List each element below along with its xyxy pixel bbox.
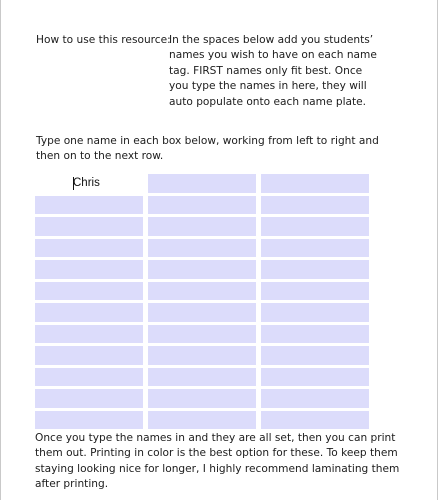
- name-field-r8-c3[interactable]: [261, 325, 369, 344]
- name-field-r10-c2[interactable]: [148, 368, 256, 387]
- how-to-line: names you wish to have on each name: [169, 49, 377, 62]
- name-field-r5-c2[interactable]: [148, 260, 256, 279]
- after-line: after printing.: [35, 478, 109, 491]
- name-field-r3-c2[interactable]: [148, 217, 256, 236]
- name-field-r12-c1[interactable]: [35, 411, 143, 430]
- name-field-r12-c2[interactable]: [148, 411, 256, 430]
- name-field-r5-c1[interactable]: [35, 260, 143, 279]
- name-field-r7-c2[interactable]: [148, 303, 256, 322]
- instructions-line: Type one name in each box below, working from left to right and: [36, 135, 379, 147]
- name-field-r11-c3[interactable]: [261, 389, 369, 408]
- text-cursor: [73, 177, 74, 190]
- instructions-line: then on to the next row.: [36, 150, 164, 163]
- name-field-r8-c1[interactable]: [35, 325, 143, 344]
- name-field-r9-c1[interactable]: [35, 346, 143, 365]
- name-field-r7-c1[interactable]: [35, 303, 143, 322]
- name-field-r5-c3[interactable]: [261, 260, 369, 279]
- name-field-r2-c3[interactable]: [261, 196, 369, 215]
- name-field-r8-c2[interactable]: [148, 325, 256, 344]
- name-field-r9-c2[interactable]: [148, 346, 256, 365]
- name-field-r3-c3[interactable]: [261, 217, 369, 236]
- name-field-r6-c1[interactable]: [35, 282, 143, 301]
- name-field-r12-c3[interactable]: [261, 411, 369, 430]
- name-field-r6-c3[interactable]: [261, 282, 369, 301]
- how-to-label: How to use this resource:: [36, 34, 171, 46]
- name-field-r3-c1[interactable]: [35, 217, 143, 236]
- after-paragraph: [35, 431, 435, 493]
- how-to-line: you type the names in here, they will: [169, 80, 367, 93]
- name-field-r9-c3[interactable]: [261, 346, 369, 365]
- name-field-r1-c1[interactable]: [35, 174, 143, 193]
- how-to-paragraph: [169, 33, 431, 110]
- name-field-r4-c2[interactable]: [148, 239, 256, 258]
- instructions-paragraph: [36, 134, 432, 165]
- name-field-r10-c1[interactable]: [35, 368, 143, 387]
- name-field-r6-c2[interactable]: [148, 282, 256, 301]
- name-field-r11-c2[interactable]: [148, 389, 256, 408]
- how-to-line: In the spaces below add you students’: [169, 34, 374, 46]
- how-to-line: auto populate onto each name plate.: [169, 95, 367, 108]
- name-field-r2-c2[interactable]: [148, 196, 256, 215]
- name-field-r2-c1[interactable]: [35, 196, 143, 215]
- after-line: Once you type the names in and they are all set, then you can print: [35, 432, 396, 444]
- how-to-line: tag. FIRST names only fit best. Once: [169, 64, 363, 77]
- name-field-r1-c2[interactable]: [148, 174, 256, 193]
- page-edge-left: [0, 0, 1, 500]
- name-field-r10-c3[interactable]: [261, 368, 369, 387]
- name-field-r7-c3[interactable]: [261, 303, 369, 322]
- after-line: staying looking nice for longer, I highly recommend laminating them: [35, 462, 400, 475]
- name-field-r4-c1[interactable]: [35, 239, 143, 258]
- name-field-r11-c1[interactable]: [35, 389, 143, 408]
- name-entry-grid: [35, 174, 369, 425]
- name-field-r1-c3[interactable]: [261, 174, 369, 193]
- name-field-r4-c3[interactable]: [261, 239, 369, 258]
- after-line: them out. Printing in color is the best option for these. To keep them: [35, 447, 398, 460]
